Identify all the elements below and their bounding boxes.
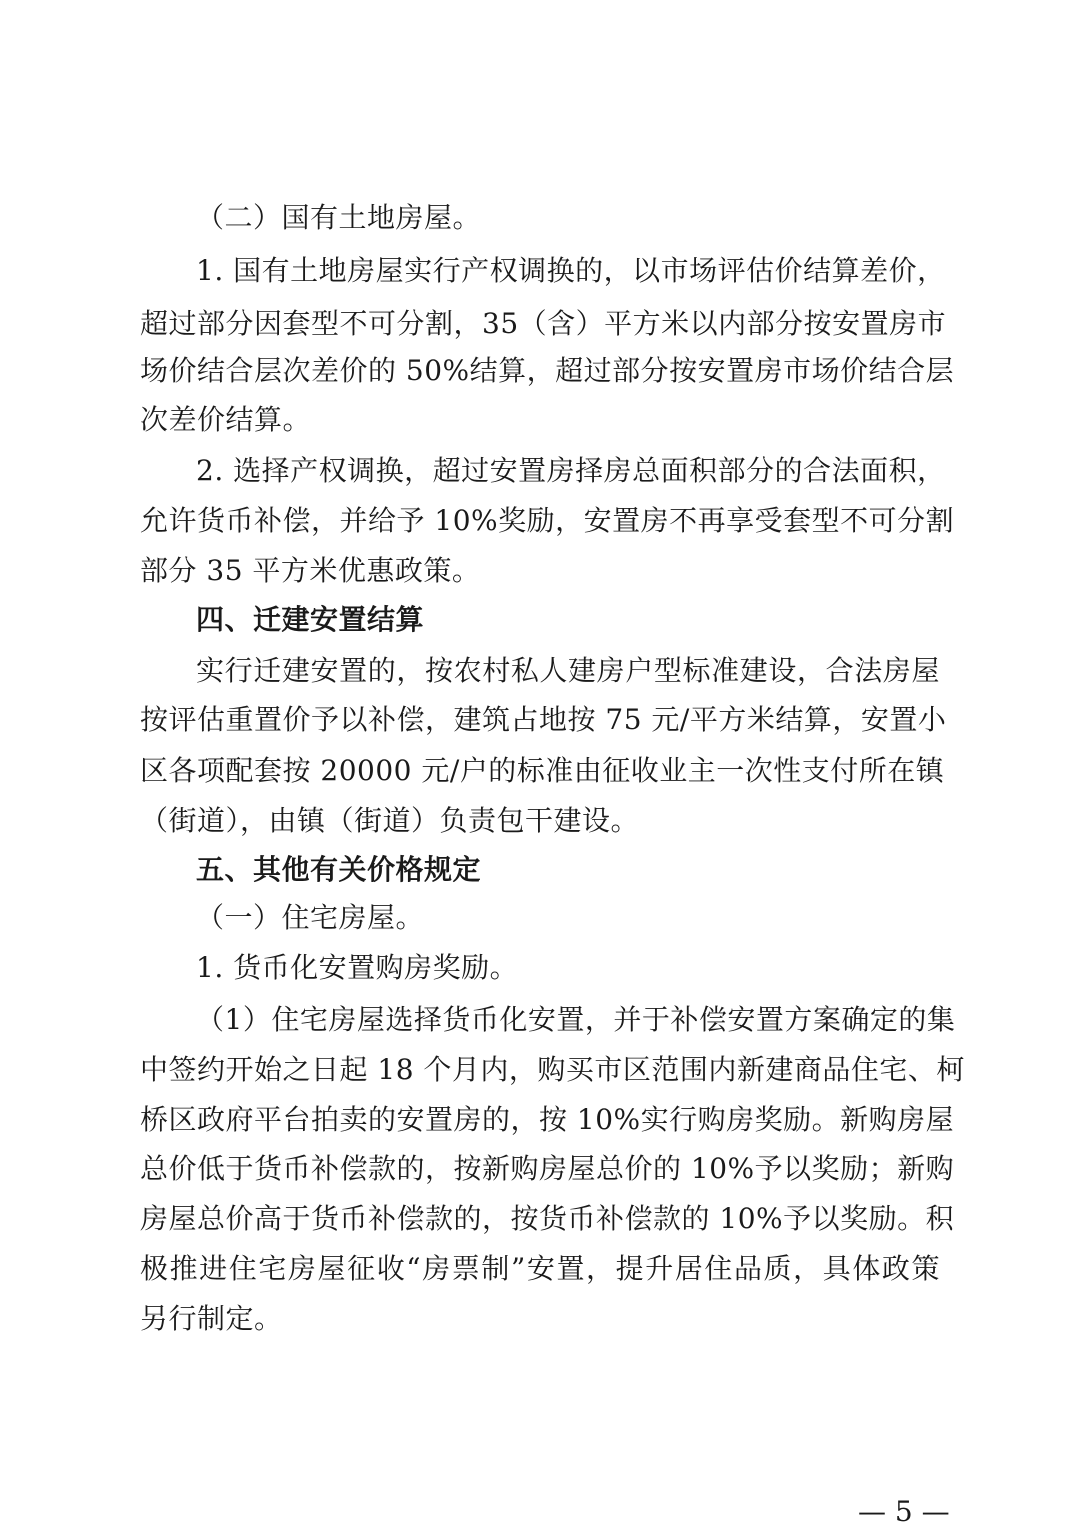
paragraph-line: 另行制定。 xyxy=(140,1302,283,1335)
subsection-heading-residential: （一）住宅房屋。 xyxy=(196,901,425,934)
paragraph-line: 1. 国有土地房屋实行产权调换的，以市场评估价结算差价， xyxy=(196,254,946,287)
paragraph-line: 场价结合层次差价的 50%结算，超过部分按安置房市场价结合层 xyxy=(140,354,955,387)
paragraph-line: 区各项配套按 20000 元/户的标准由征收业主一次性支付所在镇 xyxy=(140,754,945,787)
paragraph-line: 次差价结算。 xyxy=(140,403,312,436)
paragraph-line: （1）住宅房屋选择货币化安置，并于补偿安置方案确定的集 xyxy=(196,1003,956,1036)
paragraph-line: 桥区政府平台拍卖的安置房的，按 10%实行购房奖励。新购房屋 xyxy=(140,1103,955,1136)
paragraph-line: （街道），由镇（街道）负责包干建设。 xyxy=(140,804,640,837)
paragraph-line: 总价低于货币补偿款的，按新购房屋总价的 10%予以奖励；新购 xyxy=(140,1152,955,1185)
section-heading-relocation-settlement: 四、迁建安置结算 xyxy=(196,603,425,636)
paragraph-line: 按评估重置价予以补偿，建筑占地按 75 元/平方米结算，安置小 xyxy=(140,703,947,736)
item-heading-purchase-reward: 1. 货币化安置购房奖励。 xyxy=(196,951,519,984)
paragraph-line: 允许货币补偿，并给予 10%奖励，安置房不再享受套型不可分割 xyxy=(140,504,955,537)
paragraph-line: 极推进住宅房屋征收“房票制”安置，提升居住品质，具体政策 xyxy=(140,1252,940,1285)
paragraph-line: 中签约开始之日起 18 个月内，购买市区范围内新建商品住宅、柯 xyxy=(140,1053,965,1086)
paragraph-line: 房屋总价高于货币补偿款的，按货币补偿款的 10%予以奖励。积 xyxy=(140,1202,955,1235)
paragraph-line: 实行迁建安置的，按农村私人建房户型标准建设，合法房屋 xyxy=(196,654,940,687)
paragraph-line: 部分 35 平方米优惠政策。 xyxy=(140,554,481,587)
paragraph-line: 超过部分因套型不可分割，35（含）平方米以内部分按安置房市 xyxy=(140,307,947,340)
page-number: — 5 — xyxy=(858,1495,950,1528)
subsection-heading-state-land: （二）国有土地房屋。 xyxy=(196,201,482,234)
section-heading-other-prices: 五、其他有关价格规定 xyxy=(196,853,482,886)
paragraph-line: 2. 选择产权调换，超过安置房择房总面积部分的合法面积， xyxy=(196,454,946,487)
